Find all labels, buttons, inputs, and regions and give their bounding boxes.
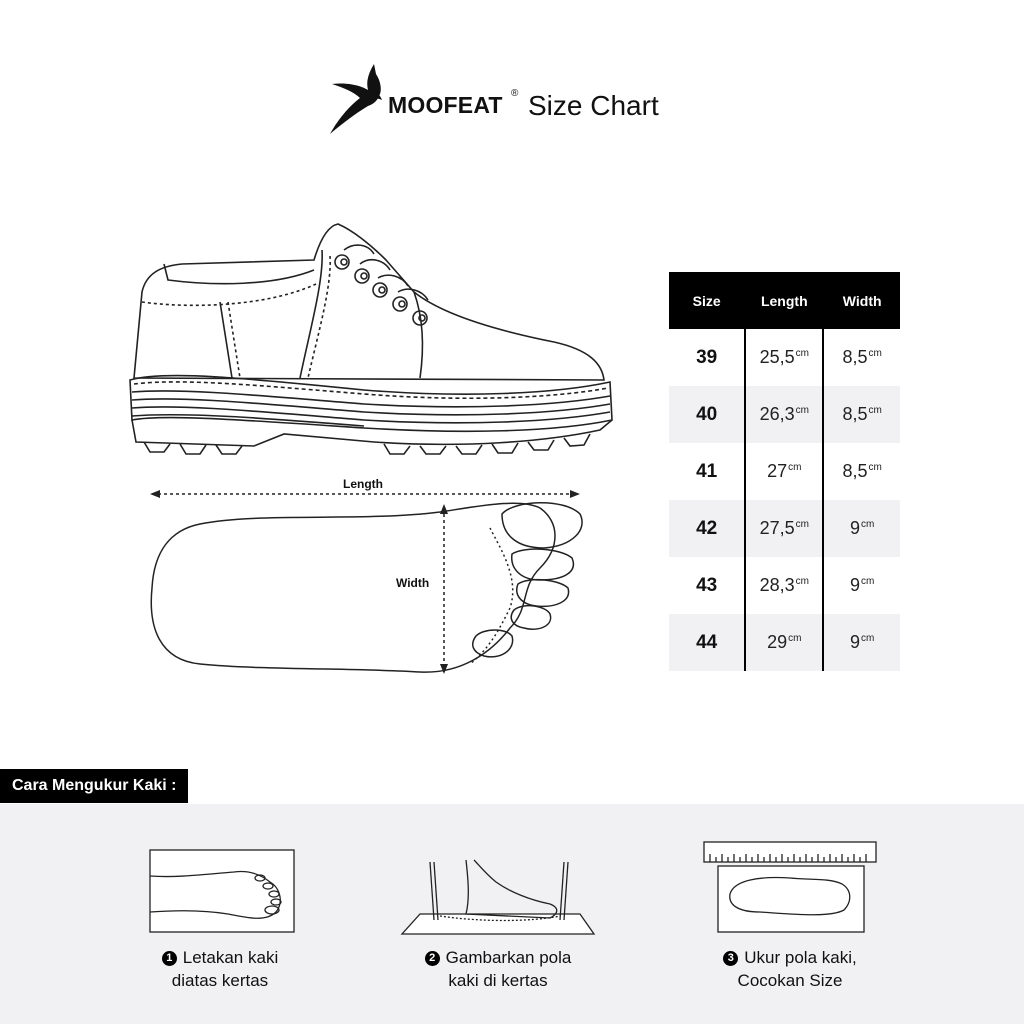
unit-label: cm xyxy=(868,462,882,473)
foot-on-paper-icon xyxy=(148,848,296,934)
shoe-illustration xyxy=(124,220,620,460)
table-row xyxy=(669,329,900,386)
header-size: Size xyxy=(669,272,745,329)
table-row xyxy=(669,557,900,614)
registered-mark: ® xyxy=(511,88,519,99)
width-cell xyxy=(823,329,900,386)
step-number-badge: 3 xyxy=(723,951,738,966)
length-cell xyxy=(745,386,823,443)
table-row xyxy=(669,386,900,443)
step-3-line-2: Cocokan Size xyxy=(737,971,843,990)
unit-label: cm xyxy=(795,519,809,530)
brand-name: MOOFEAT xyxy=(388,92,503,118)
length-value: 28,3 xyxy=(759,575,795,595)
trace-foot-pencil-icon xyxy=(400,858,596,938)
header-length: Length xyxy=(745,272,823,329)
unit-label: cm xyxy=(868,405,882,416)
unit-label: cm xyxy=(795,576,809,587)
header xyxy=(0,58,1024,142)
unit-label: cm xyxy=(860,633,875,644)
width-cell xyxy=(823,443,900,500)
unit-label: cm xyxy=(795,405,809,416)
length-value: 26,3 xyxy=(759,404,795,424)
length-value: 27 xyxy=(767,461,788,481)
table-row xyxy=(669,443,900,500)
size-value: 43 xyxy=(696,574,718,596)
width-cell xyxy=(823,386,900,443)
header-width: Width xyxy=(823,272,900,329)
width-cell xyxy=(823,614,900,671)
size-table xyxy=(669,272,900,671)
table-header-row xyxy=(669,272,900,329)
ruler-foot-outline-icon xyxy=(700,840,880,934)
length-cell xyxy=(745,557,823,614)
size-value: 42 xyxy=(669,500,745,557)
step-1-caption xyxy=(140,946,300,992)
unit-label: cm xyxy=(795,348,809,359)
step-number-badge: 2 xyxy=(425,951,440,966)
length-value: 25,5 xyxy=(759,347,795,367)
width-value: 9 xyxy=(849,575,860,595)
size-value: 39 xyxy=(696,346,718,368)
howto-title: Cara Mengukur Kaki : xyxy=(0,769,188,803)
howto-panel xyxy=(0,804,1024,1024)
width-cell xyxy=(823,500,900,557)
step-2-caption xyxy=(398,946,598,992)
width-value: 9 xyxy=(849,518,860,538)
unit-label: cm xyxy=(868,348,882,359)
table-row xyxy=(669,500,900,557)
step-2-line-2: kaki di kertas xyxy=(448,971,548,990)
swallow-bird-icon xyxy=(328,60,388,138)
size-value: 44 xyxy=(669,614,745,671)
page-title: Size Chart xyxy=(528,90,659,121)
unit-label: cm xyxy=(860,576,875,587)
step-1-line-1: Letakan kaki xyxy=(182,948,279,967)
step-3-caption xyxy=(700,946,880,992)
length-cell xyxy=(745,443,823,500)
width-label: Width xyxy=(396,576,430,590)
width-value: 9 xyxy=(849,632,860,652)
length-value: 27,5 xyxy=(759,518,795,538)
length-cell xyxy=(745,500,823,557)
size-value: 40 xyxy=(669,386,745,443)
length-cell xyxy=(745,614,823,671)
foot-measure-illustration xyxy=(140,468,590,680)
width-value: 8,5 xyxy=(842,461,868,481)
width-value: 8,5 xyxy=(842,404,868,424)
unit-label: cm xyxy=(788,633,802,644)
step-3-line-1: Ukur pola kaki, xyxy=(744,948,857,967)
length-label: Length xyxy=(343,477,383,491)
step-1-line-2: diatas kertas xyxy=(171,971,269,990)
length-cell xyxy=(745,329,823,386)
width-cell xyxy=(823,557,900,614)
unit-label: cm xyxy=(788,462,802,473)
unit-label: cm xyxy=(860,519,875,530)
table-row xyxy=(669,614,900,671)
width-value: 8,5 xyxy=(842,347,868,367)
step-2-line-1: Gambarkan pola xyxy=(445,948,572,967)
length-value: 29 xyxy=(767,632,788,652)
size-value: 41 xyxy=(696,460,718,482)
step-number-badge: 1 xyxy=(162,951,177,966)
